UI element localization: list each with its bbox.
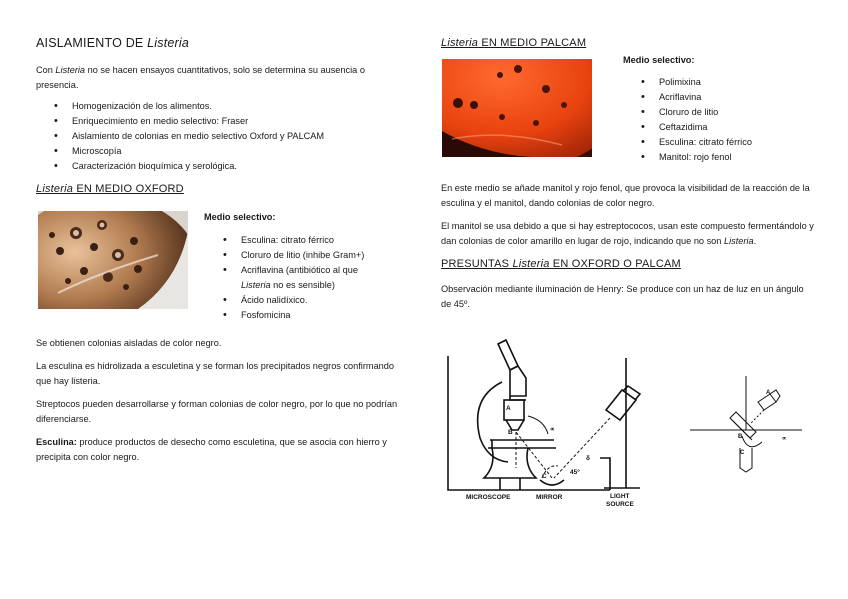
detail-diagram [690,372,810,482]
list-item: • Homogenización de los alimentos. [72,99,406,114]
steps-list [36,99,406,174]
list-item: • Ácido nalidíxico. [241,293,404,308]
svg-text:C: C [740,450,745,456]
left-column [36,36,406,197]
svg-text:A: A [506,405,511,412]
svg-text:∝: ∝ [550,426,555,433]
esculina-paragraph: La esculina es hidrolizada a esculetina y se forman los precipitados negros confirmando que hay listeria. [36,361,395,386]
henry-illumination-diagram [440,338,690,510]
intro-paragraph: Con Listeria no se hacen ensayos cuantitativos, solo se determina su ausencia o presencia. [36,65,365,90]
oxford-section-title: Listeria EN MEDIO OXFORD [36,183,184,195]
page-title: AISLAMIENTO DE Listeria [36,36,190,50]
list-item: • Cloruro de litio (inhibe Gram+) [241,248,404,263]
palcam-list [623,75,823,165]
list-item: • Acriflavina [659,90,823,105]
list-item: • Ceftazidima [659,120,823,135]
palcam-section-title: Listeria EN MEDIO PALCAM [441,37,587,49]
svg-text:C: C [542,473,547,480]
result-paragraph: Se obtienen colonias aisladas de color negro. [36,338,222,348]
henry-paragraph: Observación mediante iluminación de Henry: Se produce con un haz de luz en un ángulo de 45º. [441,284,804,309]
palcam-plate-image [442,59,592,157]
list-item: • Esculina: citrato férrico [241,233,404,248]
oxford-list [204,233,404,323]
oxford-selective-label: Medio selectivo: [204,212,276,222]
list-item: • Enriquecimiento en medio selectivo: Fraser [72,114,406,129]
svg-text:MIRROR: MIRROR [536,494,563,501]
oxford-plate-photo [38,211,188,309]
oxford-plate-image [38,211,188,309]
list-item: • Esculina: citrato férrico [659,135,823,150]
svg-text:δ: δ [586,455,590,462]
svg-text:LIGHT: LIGHT [610,493,630,500]
oxford-selective-block [204,210,404,331]
palcam-plate-photo [442,59,592,157]
svg-text:SOURCE: SOURCE [606,501,634,508]
list-item: • Acriflavina (antibiótico al que Listeria no es sensible) [241,263,404,293]
presuntas-section-title: PRESUNTAS Listeria EN OXFORD O PALCAM [441,258,681,270]
svg-text:∝: ∝ [782,436,787,442]
esculina-definition: Esculina: produce productos de desecho como esculetina, que se asocia con hierro y precipita con color negro. [36,437,387,462]
list-item: • Caracterización bioquímica y serológica. [72,159,406,174]
svg-text:MICROSCOPE: MICROSCOPE [466,494,511,501]
list-item: • Polimixina [659,75,823,90]
list-item: • Aislamiento de colonias en medio selectivo Oxford y PALCAM [72,129,406,144]
right-middle-text [441,181,816,318]
svg-text:B: B [508,429,513,436]
manitol-paragraph: El manitol se usa debido a que si hay estreptococos, usan este compuesto fermentándolo y dan colonias de color amarillo en lugar de rojo, indicando que no son Listeria. [441,221,814,246]
palcam-selective-label: Medio selectivo: [623,55,695,65]
left-bottom-text [36,336,406,471]
angle-detail-diagram [690,372,810,482]
microscope-diagram [440,338,690,510]
svg-text:B: B [738,434,743,440]
list-item: • Manitol: rojo fenol [659,150,823,165]
palcam-selective-block [623,53,823,173]
list-item: • Cloruro de litio [659,105,823,120]
svg-text:A: A [766,390,771,396]
right-column [441,36,821,51]
list-item: • Fosfomicina [241,308,404,323]
palcam-paragraph: En este medio se añade manitol y rojo fenol, que provoca la visibilidad de la reacción de la esculina y el manitol, dando colonias de color negro. [441,183,810,208]
list-item: • Microscopía [72,144,406,159]
svg-text:45°: 45° [570,469,580,476]
streptococcus-paragraph: Streptocos pueden desarrollarse y forman colonias de color negro, por lo que no podrían diferenciarse. [36,399,398,424]
